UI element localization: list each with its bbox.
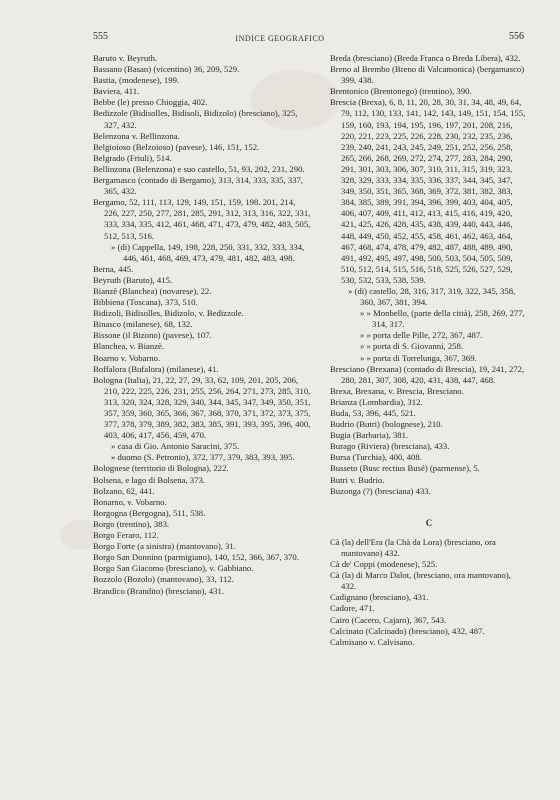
index-entry: Berna, 445. [93, 263, 134, 274]
index-entry: Busseto (Busc rectius Busé) (parmense), 5. [330, 463, 480, 474]
index-entry: » (di) Cappella, 149, 198, 228, 250, 331, 332, 333, 334, 446, 461, 468, 469, 473, 479, 481, 482, 483, 498. [111, 241, 305, 263]
index-entry: Cà de' Coppi (modenese), 525. [330, 559, 438, 570]
page-number-left: 555 [93, 31, 108, 42]
index-entry: Borgo Forte (a sinistra) (mantovano), 31. [93, 541, 236, 552]
index-entry: Baviera, 411. [93, 86, 140, 97]
index-entry: Bologna (Italia), 21, 22, 27, 29, 33, 62, 109, 201, 205, 206, 210, 222, 225, 226, 231, 255, 256, 264, 271, 273, 285, 310, 313, 320, 324, 328, 329, 340, 344, 345, 347, 349, 350, 351, 357, 359, 360, 365, 366, 367, 368, 370, 371, 372, 373, 375, 377, 378, 379, 389, 382, 383, 385, 391, 393, 395, 396, 400, 403, 406, 417, 456, 459, 470. [93, 374, 311, 441]
index-entry: Budrio (Butri) (bolognese), 210. [330, 419, 443, 430]
index-entry: Calmisano v. Calvisano. [330, 636, 415, 647]
index-entry: Cadignano (bresciano), 431. [330, 592, 429, 603]
index-entry: » » Monbello, (parte della città), 258, 269, 277, 314, 317. [360, 308, 525, 330]
index-entry: » » porta di S. Giovanni, 258. [360, 341, 464, 352]
index-entry: Borgo San Giacomo (bresciano), v. Gabbiano. [93, 563, 254, 574]
index-entry: » casa di Gio. Antonio Saracini, 375. [111, 441, 240, 452]
index-entry: Bozzolo (Bozolo) (mantovano), 33, 112. [93, 574, 234, 585]
index-entry: Belgrado (Friuli), 514. [93, 152, 172, 163]
index-entry: Belgioioso (Belzoioso) (pavese), 146, 151, 152. [93, 141, 260, 152]
index-entry: Bidizoli, Bidisolles, Bidizolo, v. Bedizzole. [93, 308, 244, 319]
left-column [93, 53, 311, 597]
index-entry: Beyruth (Baruto), 415. [93, 274, 173, 285]
index-entry: Cadore, 471. [330, 603, 375, 614]
index-entry: Bebbe (le) presso Chioggia, 402. [93, 97, 208, 108]
index-entry: Baruto v. Beyruth. [93, 53, 158, 63]
index-entry: Bibbiena (Toscana), 373, 510. [93, 297, 198, 308]
index-entry: Bonarno, v. Vobarno. [93, 496, 167, 507]
right-column [330, 53, 528, 648]
index-entry: Cà (la) dell'Era (la Chà da Lora) (bresciano, ora mantovano) 432. [330, 536, 496, 558]
index-entry: Brexa, Brexana, v. Brescia, Bresciano. [330, 385, 464, 396]
index-entry: Borgo Feraro, 112. [93, 530, 159, 541]
index-entry: Bedizzole (Bidisolles, Bidisoli, Bidizolo) (bresciano), 325, 327, 432. [93, 108, 298, 130]
index-entry: Brandico (Brandito) (bresciano), 431. [93, 585, 224, 596]
index-entry: Bolzano, 62, 441. [93, 485, 155, 496]
right-column-b-entries [330, 53, 528, 497]
index-entry: Bolognese (territorio di Bologna), 222. [93, 463, 229, 474]
index-entry: » » porta delle Pille, 272, 367, 487. [360, 330, 483, 341]
index-entry: Bergamo, 52, 111, 113, 129, 149, 151, 159, 198. 201, 214, 226, 227, 250, 277, 281, 285, 291, 312, 313, 316, 322, 331, 333, 334, 335, 412, 461, 468, 471, 473, 479, 482, 483, 505, 512, 513, 516. [93, 197, 311, 241]
index-entry: Buda, 53, 396, 445, 521. [330, 408, 416, 418]
section-letter: C [425, 517, 433, 528]
index-entry: Bassano (Basan) (vicentino) 36, 209, 529. [93, 64, 240, 75]
section-spacer [330, 497, 528, 508]
index-entry: Butri v. Budrio. [330, 474, 385, 485]
index-entry: Bresciano (Brexana) (contado di Brescia), 19, 241, 272, 280, 281, 307, 308, 420, 431, 438, 447, 468. [330, 363, 525, 385]
index-entry: Bugia (Barbaria), 381. [330, 430, 409, 441]
index-entry: Cairo (Cacero, Cajaro), 367, 543. [330, 614, 447, 625]
index-entry: Burago (Riviera) (bresciana), 433. [330, 441, 450, 452]
index-entry: Bissone (il Bizono) (pavese), 107. [93, 330, 212, 341]
index-entry: Bergamasco (contado di Bergamo), 313, 314, 333, 335, 337, 365, 432. [93, 175, 304, 197]
index-entry: Breno al Brembo (Breno di Valcamonica) (bergamasco) 399, 438. [330, 64, 525, 86]
index-entry: » » porta di Torrelunga, 367, 369. [360, 352, 477, 363]
page-number-right: 556 [509, 31, 524, 42]
index-entry: Brentonico (Brentonego) (trentino), 390. [330, 86, 472, 97]
index-entry: » (di) castello, 28, 316, 317, 319, 322, 345, 358, 360, 367, 381, 394. [348, 285, 516, 308]
index-entry: Calcinato (Calcinado) (bresciano), 432, 487. [330, 625, 485, 636]
index-entry: Borgo San Donnino (parmigiano), 140, 152, 366, 367, 370. [93, 552, 299, 563]
index-entry: Borgogna (Bergogna), 511, 538. [93, 507, 206, 518]
index-entry: Borgo (trentino), 383. [93, 518, 170, 529]
index-entry: Bolsena, e lago di Bolsena, 373. [93, 474, 205, 485]
index-entry: Belenzona v. Bellinzona. [93, 130, 180, 141]
index-entry: Brianza (Lombardia), 312. [330, 396, 423, 407]
index-entry: Binasco (milanese), 68, 132. [93, 319, 193, 330]
index-entry: Boarno v. Vobarno. [93, 352, 161, 363]
running-header: INDICE GEOGRAFICO [235, 34, 325, 43]
index-entry: Brescia (Brexa), 6, 8, 11, 20, 28, 30, 31, 34, 48, 49, 64, 79, 112, 130, 133, 141, 142, 143, 149, 151, 154, 155, 159, 160, 193, 194, 195, 196, 197, 201, 208, 216, 220, 221, 223, 225, 226, 228, 230, 232, 235, 236, 239, 240, 241, 243, 245, 249, 251, 252, 256, 258, 265, 266, 268, 269, 272, 274, 277, 283, 284, 290, 291, 301, 303, 306, 307, 310, 311, 315, 319, 323, 328, 329, 333, 334, 335, 336, 337, 344, 345, 347, 349, 350, 351, 365, 368, 369, 372, 381, 382, 383, 384, 385, 389, 391, 394, 396, 399, 403, 404, 405, 406, 407, 409, 411, 412, 413, 415, 416, 419, 420, 421, 425, 426, 428, 435, 438, 439, 440, 443, 446, 448, 449, 450, 452, 455, 458, 461, 462, 463, 464, 467, 468, 474, 478, 479, 482, 487, 488, 489, 490, 491, 492, 495, 497, 498, 500, 503, 504, 505, 509, 510, 512, 514, 515, 516, 518, 525, 526, 527, 529, 530, 532, 533, 538, 539. [330, 97, 526, 285]
index-entry: Boffalora (Bufalora) (milanese), 41. [93, 363, 219, 374]
index-entry: Bursa (Turchia), 400, 408. [330, 452, 422, 463]
index-entry: Breda (bresciano) (Breda Franca o Breda Libera), 432. [330, 53, 521, 63]
index-entry: » duomo (S. Petronio), 372, 377, 379, 383, 393, 395. [111, 452, 295, 463]
index-entry: Bastia, (modenese), 199. [93, 75, 180, 86]
index-entry: Buzonga (?) (bresciana) 433. [330, 485, 431, 496]
index-entry: Bianzè (Blanchea) (novarese), 22. [93, 285, 212, 296]
right-column-c-entries [330, 537, 528, 648]
index-entry: Bellinzona (Belenzona) e suo castello, 51, 93, 202, 231, 290. [93, 163, 305, 174]
index-entry: Blanchea, v. Bianzè. [93, 341, 165, 352]
index-entry: Cà (la) di Marco Dalot, (bresciano, ora mantovano), 432. [330, 570, 511, 592]
